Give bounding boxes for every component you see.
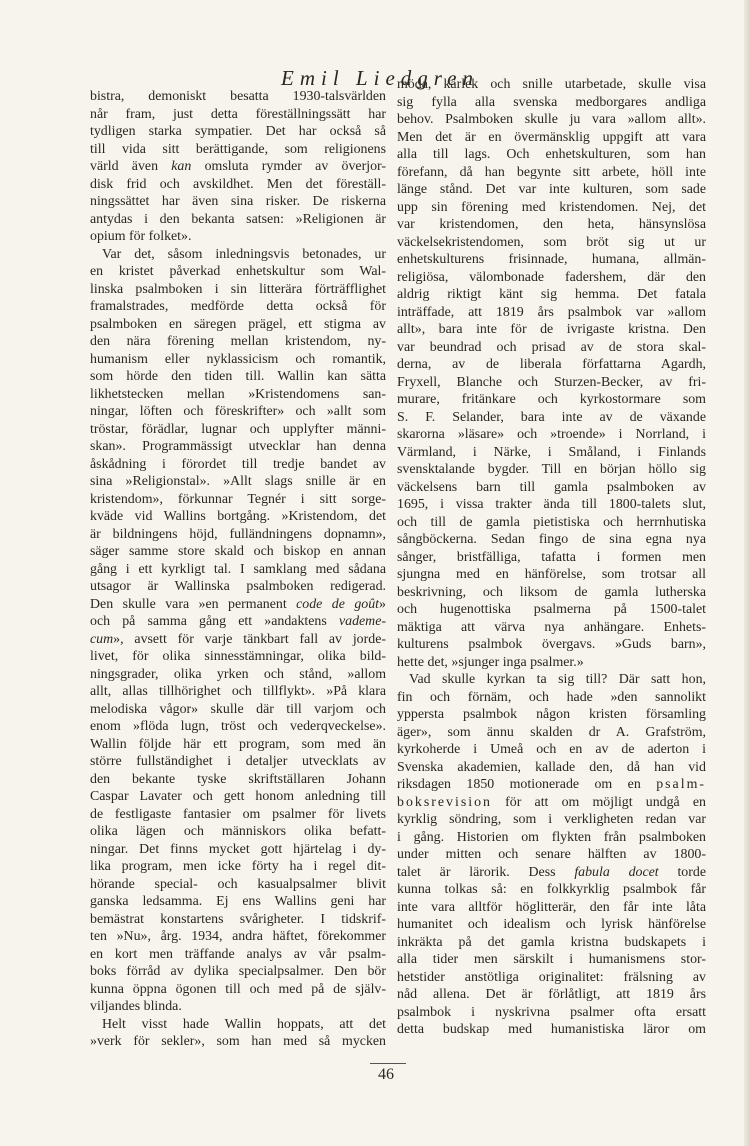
- text-line: detta budskap med humanistiska läror om: [397, 1022, 706, 1037]
- spaced-text: psalm-: [656, 777, 706, 792]
- text-line: sångböckerna. Sedan fingo de sina egna nya: [397, 532, 706, 547]
- text-line: ningar. Det finns mycket gott hjärtelag i dy-: [90, 841, 386, 857]
- text-line: antydas i den bekanta satsen: »Religionen är: [90, 211, 386, 227]
- text-line: 1695, i vissa trakter ända till 1800-talets slut,: [397, 497, 706, 512]
- text-line: är bildningens höjd, fulländningens dopnamn»,: [90, 526, 386, 542]
- text-line: [397, 864, 706, 882]
- text-segment: Den skulle vara »en permanent: [90, 596, 297, 612]
- text-line: till vida sitt berättigande, som religionens: [90, 141, 386, 157]
- text-line: sånger, bristfälliga, tafatta i formen men: [397, 549, 706, 565]
- text-line: äger», som ännu skalden dr A. Grafström,: [397, 724, 706, 740]
- text-line: ningar, löften och föreskrifter» och »allt som: [90, 404, 386, 419]
- text-line: linska psalmboken i sin litterära förträfflighet: [90, 281, 386, 297]
- text-line: kulturens psalmbok övergavs. »Guds barn»,: [397, 637, 706, 652]
- text-segment: talet är lärorik. Dess: [397, 864, 575, 880]
- text-line: och till de gamla pietistiska och herrnhutiska: [397, 514, 706, 530]
- text-line: en kristet påverkad enhetskultur som Wal-: [90, 264, 386, 279]
- text-line: enhetskulturens frisinnade, humana, allmän-: [397, 252, 706, 267]
- text-line: kväde vid Wallins bortgång. »Kristendom, det: [90, 509, 386, 524]
- text-line: viljandes blinda.: [90, 999, 182, 1014]
- text-line: länge stånd. Det var inte kulturen, som sade: [397, 182, 706, 197]
- text-line: [90, 631, 386, 649]
- italic-text: cum: [90, 631, 114, 647]
- text-line: ganska ledsamma. Ej ens Wallins geni har: [90, 894, 386, 909]
- text-line: Wallin följde här ett program, som med än: [90, 736, 386, 752]
- text-line: enom »flöda lugn, tröst och vederqveckelse».: [90, 719, 386, 734]
- text-line: »verk för sekler», som han med så mycken: [90, 1034, 386, 1049]
- text-line: livet, för olika sinnesstämningar, olika bild-: [90, 649, 386, 664]
- text-segment: torde: [658, 864, 706, 880]
- text-line: kunna öppna ögonen till och med på de själv-: [90, 981, 386, 997]
- text-line: murare, fritänkare och kyrkostormare som: [397, 392, 706, 407]
- text-line: kunna tolkas så: en folkkyrklig psalmbok får: [397, 882, 706, 897]
- text-line: Men det är en övermänsklig uppgift att vara: [397, 129, 706, 145]
- text-line: ten »Nu», årg. 1934, andra häftet, förekommer: [90, 929, 386, 944]
- text-line: sig fylla alla svenska medborgares andliga: [397, 94, 706, 110]
- text-line: och hugenottiska psalmerna på 1500-talet: [397, 602, 706, 617]
- text-line: större fullständighet i detaljer utvecklats av: [90, 754, 386, 769]
- text-line: upp sin förening med kristendomen. Nej, det: [397, 199, 706, 215]
- text-line: [90, 596, 386, 614]
- text-line: mäktiga att värva nya anhängare. Enhets-: [397, 619, 706, 635]
- text-line: beskrivning, och liksom de gamla lutherska: [397, 584, 706, 600]
- text-line: psalmbok i nyskrivna psalmer ofta ersatt: [397, 1004, 706, 1020]
- text-line: sina »Religionstal». »Allt slags snille är en: [90, 474, 386, 489]
- italic-text: kan: [171, 159, 192, 174]
- text-line: inträffade, att 1819 års psalmbok var »allom: [397, 304, 706, 320]
- text-line: skan». Programmässigt utvecklar han denna: [90, 439, 386, 454]
- text-line: [90, 613, 386, 631]
- text-segment: för att om möjligt undgå en: [492, 794, 706, 810]
- text-segment: », avsett för varje tänkbart fall av jorde-: [113, 631, 386, 647]
- text-line: framalstrades, medförde detta också för: [90, 299, 386, 314]
- footer-rule: [370, 1063, 406, 1064]
- text-line: lika program, men icke förty ha i regel dit-: [90, 859, 386, 874]
- text-line: humanism eller nyklassicism och romantik,: [90, 351, 386, 367]
- left-text-column: [90, 88, 386, 1051]
- text-line: hetstider anstötliga originalitet: frälsning av: [397, 969, 706, 985]
- text-line: hörande special- och kasualpsalmer blivit: [90, 876, 386, 892]
- text-line: fin och förnäm, och hade »den sannolikt: [397, 689, 706, 705]
- text-line: tröstar, förädlar, lugnar och upplyfter männi-: [90, 421, 386, 437]
- text-line: ningsgrader, olika yrken och stånd, »allom: [90, 666, 386, 682]
- text-line: Helt visst hade Wallin hoppats, att det: [102, 1016, 386, 1032]
- text-line: inkräkta på det gamla kristna budskapets i: [397, 934, 706, 950]
- page-number: 46: [378, 1066, 394, 1083]
- text-line: kyrklig söndring, som i verkligheten redan var: [397, 812, 706, 827]
- text-line: var beundrad och prisad av de stora skal-: [397, 339, 706, 355]
- text-line: alla tider men särskilt i humanismens stor-: [397, 952, 706, 967]
- text-line: sjungna med en hänförelse, som trotsar all: [397, 567, 706, 582]
- text-line: väckelsekristendomen, som bröt sig ut ur: [397, 234, 706, 250]
- text-line: allt», bara inte för de ivrigaste kristna. Den: [397, 322, 706, 337]
- text-line: psalmboken en säregen prägel, ett stigma av: [90, 316, 386, 332]
- text-line: säger samme store skald och biskop en annan: [90, 544, 386, 559]
- text-segment: riksdagen 1850 motionerade om en: [397, 777, 657, 792]
- text-line: kristendom», förkunnar Tegnér i sitt sorge-: [90, 491, 386, 507]
- text-line: alla till lags. Och enhetskulturen, som han: [397, 147, 706, 162]
- text-line: [90, 158, 386, 176]
- text-line: olika lägen och människors olika befatt-: [90, 824, 386, 839]
- text-line: S. F. Selander, bara inte av de växande: [397, 409, 706, 425]
- text-line: nåd allena. Det är förlåtligt, att 1819 års: [397, 987, 706, 1002]
- text-segment: omsluta rymder av överjor-: [191, 159, 386, 174]
- text-line: når fram, just detta föreställningssätt har: [90, 106, 386, 122]
- text-line: boks förråd av dylika specialpsalmer. Den bör: [90, 964, 386, 979]
- text-segment: »: [379, 596, 386, 612]
- italic-text: vademe-: [338, 614, 386, 629]
- text-line: [397, 776, 706, 794]
- text-line: derna, av de liberala författarna Agardh,: [397, 357, 706, 372]
- italic-text: code de goût: [296, 596, 380, 612]
- text-line: melodiska vågor» skulle där till varjom och: [90, 701, 386, 717]
- text-line: yppersta psalmbok någon kristen församling: [397, 707, 706, 722]
- text-line: behov. Psalmboken skulle ju vara »allom allt».: [397, 112, 706, 127]
- text-line: gång i ett kyrkligt tal. I samklang med sådana: [90, 561, 386, 577]
- text-line: aldrig riktigt känt sig hemma. Det fatala: [397, 287, 706, 302]
- text-line: åskådning i förordet till tredje bandet av: [90, 456, 386, 472]
- text-line: var kristendomen, den heta, hänsynslösa: [397, 217, 706, 232]
- text-line: religiösa, välombonade fadershem, där den: [397, 269, 706, 285]
- page-edge-shadow: [744, 0, 750, 1146]
- text-line: hette det, »sjunger inga psalmer.»: [397, 654, 584, 670]
- text-line: [397, 794, 706, 812]
- text-segment: och på samma gång ett »andaktens: [90, 614, 339, 629]
- text-segment: värld även: [90, 159, 172, 174]
- text-line: utsagor är Wallinska psalmboken redigerad.: [90, 579, 386, 594]
- text-line: Vad skulle kyrkan ta sig till? Där satt hon,: [409, 672, 706, 687]
- text-line: som hörde den tiden till. Wallin kan sätta: [90, 369, 386, 384]
- right-text-column: [397, 76, 706, 1039]
- text-line: Fryxell, Blanche och Sturzen-Becker, av fri-: [397, 374, 706, 390]
- text-line: bistra, demoniskt besatta 1930-talsvärlden: [90, 89, 386, 104]
- text-line: opium för folket».: [90, 229, 192, 244]
- text-line: Svenska akademien, kallade den, då han vid: [397, 759, 706, 775]
- text-line: Caspar Lavater och gett honom anledning till: [90, 789, 386, 804]
- text-line: svensktalande bygder. Till en början höllo sig: [397, 462, 706, 477]
- text-line: förefann, då han begynte sitt arbete, höll inte: [397, 164, 706, 180]
- text-line: disk frid och avskildhet. Men det föreställ-: [90, 176, 386, 192]
- spaced-text: boksrevision: [397, 794, 492, 810]
- text-line: den bekante tyske skriftställaren Johann: [90, 771, 386, 787]
- text-line: ningssättet har även sina risker. De riskerna: [90, 194, 386, 209]
- text-line: i gång. Historien om flykten från psalmboken: [397, 829, 706, 845]
- text-line: bemästrat konstartens svårigheter. I tidskrif-: [90, 911, 386, 927]
- text-line: de festligaste fantasier om psalmer för livets: [90, 806, 386, 822]
- text-line: en kort men träffande analys av vår psalm-: [90, 946, 386, 962]
- text-line: den nära förening mellan kristendom, ny-: [90, 334, 386, 349]
- italic-text: fabula docet: [574, 864, 659, 880]
- text-line: skarorna »läsare» och »troende» i Norrland, i: [397, 427, 706, 442]
- text-line: humanitet och idealism och lyrisk hänförelse: [397, 917, 706, 932]
- text-line: inte vara alltför höglitterär, den får inte låta: [397, 899, 706, 915]
- text-line: under mitten och senare hälften av 1800-: [397, 847, 706, 862]
- text-line: likhetstecken mellan »Kristendomens san-: [90, 386, 386, 402]
- text-line: kyrkoherde i Umeå och en av de aderton i: [397, 742, 706, 757]
- text-line: Var det, såsom inledningsvis betonades, ur: [102, 246, 386, 262]
- running-title: Emil Liedgren: [281, 66, 479, 90]
- text-line: allt, allas tillhörighet och tillflykt». »På klara: [90, 684, 386, 699]
- text-line: Värmland, i Närke, i Småland, i Finlands: [397, 444, 706, 460]
- text-line: möda, kärlek och snille utarbetade, skulle visa: [397, 77, 706, 92]
- text-line: väckelsens barn till gamla psalmboken av: [397, 479, 706, 495]
- text-line: tydligen starka sympatier. Det har också så: [90, 124, 386, 139]
